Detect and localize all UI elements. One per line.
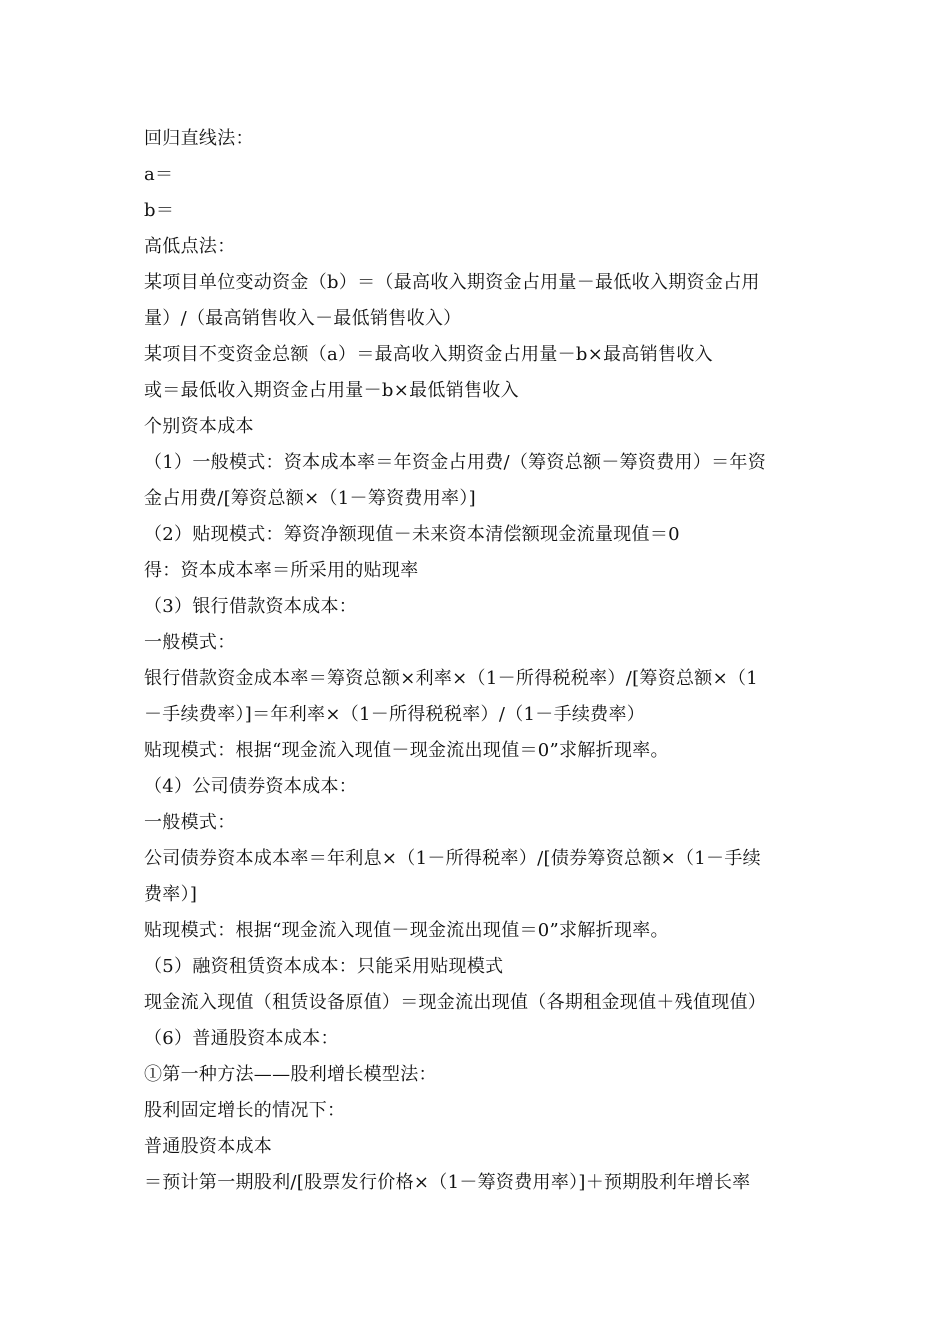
text-line-section-heading: 个别资本成本 <box>144 416 254 437</box>
text-line: 普通股资本成本 <box>144 1136 273 1157</box>
text-line-subheading: （6）普通股资本成本： <box>144 1028 339 1049</box>
text-line: 费率）] <box>144 884 198 905</box>
text-line: 一般模式： <box>144 812 236 833</box>
text-line: 现金流入现值（租赁设备原值）＝现金流出现值（各期租金现值＋残值现值） <box>144 992 767 1013</box>
text-line: 得：资本成本率＝所采用的贴现率 <box>144 560 419 581</box>
text-line-a-formula: a＝ <box>144 164 174 185</box>
text-line: ＝预计第一期股利/[股票发行价格×（1－筹资费用率）]＋预期股利年增长率 <box>144 1172 751 1193</box>
text-line: 公司债券资本成本率＝年利息×（1－所得税率）/[债券筹资总额×（1－手续 <box>144 848 761 869</box>
text-line: ①第一种方法——股利增长模型法： <box>144 1064 437 1085</box>
text-line: 贴现模式：根据“现金流入现值－现金流出现值＝0”求解折现率。 <box>144 740 669 761</box>
text-line: 一般模式： <box>144 632 236 653</box>
text-line: 贴现模式：根据“现金流入现值－现金流出现值＝0”求解折现率。 <box>144 920 669 941</box>
text-line: 金占用费/[筹资总额×（1－筹资费用率）] <box>144 488 476 509</box>
text-line-subheading: （3）银行借款资本成本： <box>144 596 358 617</box>
text-line: 或＝最低收入期资金占用量－b×最低销售收入 <box>144 380 519 401</box>
text-line-high-low-heading: 高低点法： <box>144 236 236 257</box>
text-line: 股利固定增长的情况下： <box>144 1100 346 1121</box>
text-line: 量）/（最高销售收入－最低销售收入） <box>144 308 462 329</box>
text-line-subheading: （5）融资租赁资本成本：只能采用贴现模式 <box>144 956 504 977</box>
text-line-subheading: （4）公司债券资本成本： <box>144 776 358 797</box>
text-line: 某项目单位变动资金（b）＝（最高收入期资金占用量－最低收入期资金占用 <box>144 272 760 293</box>
text-line: －手续费率）]＝年利率×（1－所得税税率）/（1－手续费率） <box>144 704 646 725</box>
text-line: （2）贴现模式：筹资净额现值－未来资本清偿额现金流量现值＝0 <box>144 524 680 545</box>
text-line: （1）一般模式：资本成本率＝年资金占用费/（筹资总额－筹资费用）＝年资 <box>144 452 767 473</box>
text-line-regression-heading: 回归直线法： <box>144 128 254 149</box>
document-body <box>144 121 814 1201</box>
text-line: 银行借款资金成本率＝筹资总额×利率×（1－所得税税率）/[筹资总额×（1 <box>144 668 759 689</box>
text-line-b-formula: b＝ <box>144 200 175 221</box>
text-line: 某项目不变资金总额（a）＝最高收入期资金占用量－b×最高销售收入 <box>144 344 713 365</box>
